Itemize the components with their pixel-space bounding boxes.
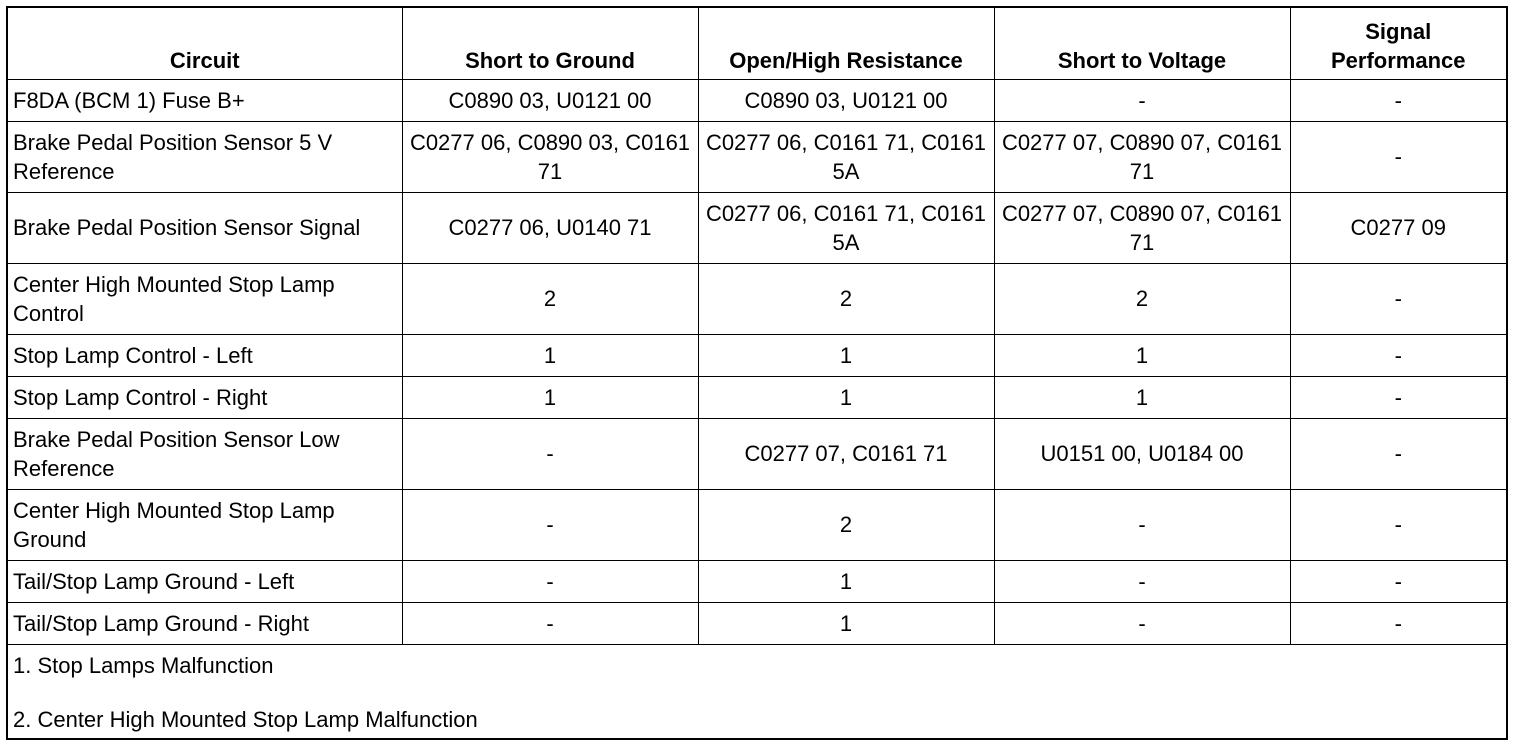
open-high-resistance-cell: 1 (698, 602, 994, 644)
signal-performance-cell: C0277 09 (1290, 192, 1507, 263)
short-to-voltage-cell: - (994, 79, 1290, 121)
open-high-resistance-cell: 2 (698, 489, 994, 560)
circuit-cell: Brake Pedal Position Sensor Signal (7, 192, 402, 263)
table-row (7, 263, 1507, 334)
table-row (7, 489, 1507, 560)
short-to-voltage-cell: 1 (994, 334, 1290, 376)
short-to-ground-cell: C0277 06, C0890 03, C0161 71 (402, 121, 698, 192)
circuit-cell: Tail/Stop Lamp Ground - Left (7, 560, 402, 602)
short-to-ground-cell: 2 (402, 263, 698, 334)
table-body (7, 79, 1507, 644)
short-to-voltage-cell: - (994, 489, 1290, 560)
header-open-high-resistance: Open/High Resistance (698, 7, 994, 79)
short-to-voltage-cell: - (994, 560, 1290, 602)
short-to-ground-cell: C0277 06, U0140 71 (402, 192, 698, 263)
circuit-cell: Stop Lamp Control - Right (7, 376, 402, 418)
footnotes-row (7, 644, 1507, 739)
short-to-ground-cell: C0890 03, U0121 00 (402, 79, 698, 121)
open-high-resistance-cell: 1 (698, 376, 994, 418)
footnote: 2. Center High Mounted Stop Lamp Malfunction (13, 706, 478, 732)
open-high-resistance-cell: C0277 07, C0161 71 (698, 418, 994, 489)
table-row (7, 418, 1507, 489)
short-to-voltage-cell: C0277 07, C0890 07, C0161 71 (994, 192, 1290, 263)
open-high-resistance-cell: C0277 06, C0161 71, C0161 5A (698, 121, 994, 192)
signal-performance-cell: - (1290, 489, 1507, 560)
table-header-row (7, 7, 1507, 79)
circuit-cell: Center High Mounted Stop Lamp Ground (7, 489, 402, 560)
short-to-voltage-cell: - (994, 602, 1290, 644)
signal-performance-cell: - (1290, 121, 1507, 192)
short-to-ground-cell: - (402, 602, 698, 644)
circuit-cell: Brake Pedal Position Sensor 5 V Reference (7, 121, 402, 192)
footnotes-cell (7, 644, 1507, 739)
header-short-to-voltage: Short to Voltage (994, 7, 1290, 79)
table-row (7, 334, 1507, 376)
circuit-cell: Center High Mounted Stop Lamp Control (7, 263, 402, 334)
signal-performance-cell: - (1290, 418, 1507, 489)
table-row (7, 602, 1507, 644)
table-row (7, 192, 1507, 263)
short-to-ground-cell: 1 (402, 334, 698, 376)
circuit-cell: Stop Lamp Control - Left (7, 334, 402, 376)
signal-performance-cell: - (1290, 602, 1507, 644)
table-row (7, 121, 1507, 192)
table-row (7, 560, 1507, 602)
signal-performance-cell: - (1290, 334, 1507, 376)
open-high-resistance-cell: 1 (698, 560, 994, 602)
short-to-ground-cell: 1 (402, 376, 698, 418)
short-to-ground-cell: - (402, 489, 698, 560)
signal-performance-cell: - (1290, 560, 1507, 602)
table-row (7, 79, 1507, 121)
header-circuit: Circuit (7, 7, 402, 79)
open-high-resistance-cell: 2 (698, 263, 994, 334)
short-to-voltage-cell: C0277 07, C0890 07, C0161 71 (994, 121, 1290, 192)
short-to-voltage-cell: 2 (994, 263, 1290, 334)
circuit-cell: F8DA (BCM 1) Fuse B+ (7, 79, 402, 121)
dtc-circuit-table (6, 6, 1508, 740)
circuit-cell: Brake Pedal Position Sensor Low Reference (7, 418, 402, 489)
short-to-voltage-cell: U0151 00, U0184 00 (994, 418, 1290, 489)
circuit-cell: Tail/Stop Lamp Ground - Right (7, 602, 402, 644)
header-short-to-ground: Short to Ground (402, 7, 698, 79)
open-high-resistance-cell: C0890 03, U0121 00 (698, 79, 994, 121)
table-row (7, 376, 1507, 418)
short-to-voltage-cell: 1 (994, 376, 1290, 418)
open-high-resistance-cell: 1 (698, 334, 994, 376)
short-to-ground-cell: - (402, 418, 698, 489)
short-to-ground-cell: - (402, 560, 698, 602)
footnote: 1. Stop Lamps Malfunction (13, 652, 274, 678)
signal-performance-cell: - (1290, 376, 1507, 418)
signal-performance-cell: - (1290, 263, 1507, 334)
header-signal-performance: Signal Performance (1290, 7, 1507, 79)
signal-performance-cell: - (1290, 79, 1507, 121)
open-high-resistance-cell: C0277 06, C0161 71, C0161 5A (698, 192, 994, 263)
